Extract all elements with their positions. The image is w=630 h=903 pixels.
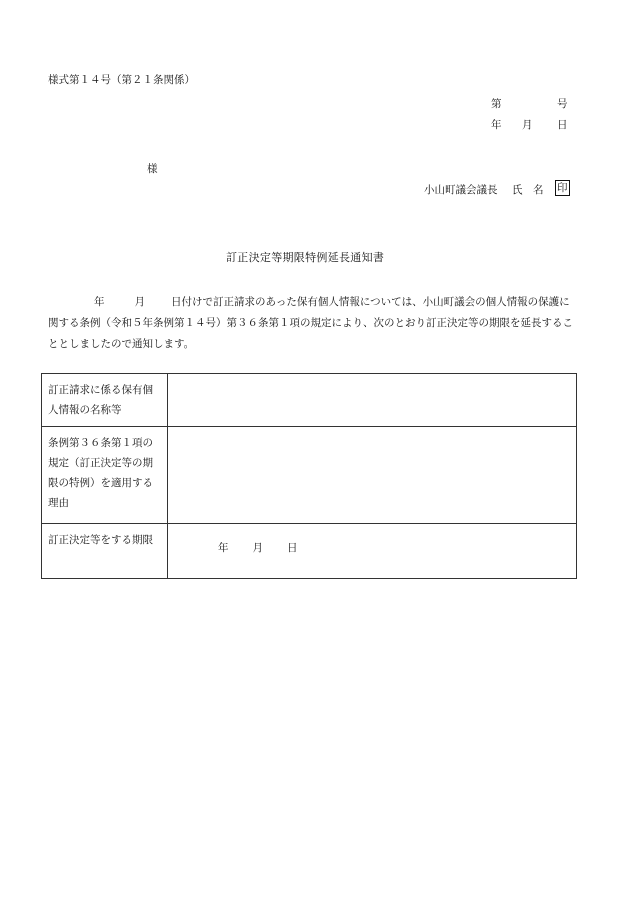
row-label-info-name: 訂正請求に係る保有個人情報の名称等 — [42, 374, 168, 427]
table-row — [42, 427, 577, 524]
body-month: 月 — [134, 296, 145, 308]
body-text: 日付けで訂正請求のあった保有個人情報については、小山町議会の個人情報の保護に関する条例（令和５年条例第１４号）第３６条第１項の規定により、次のとおり訂正決定等の期限を延長することとしましたので通知します。 — [48, 296, 573, 350]
row-value-reason — [168, 427, 577, 524]
row-label-reason: 条例第３６条第１項の規定（訂正決定等の期限の特例）を適用する理由 — [42, 427, 168, 524]
seal-box: 印 — [557, 182, 568, 194]
sender-name-label: 氏 名 — [512, 184, 544, 196]
document-title: 訂正決定等期限特例延長通知書 — [226, 251, 385, 264]
info-table — [41, 373, 577, 579]
deadline-month: 月 — [252, 542, 263, 554]
row-label-deadline: 訂正決定等をする期限 — [42, 524, 168, 579]
table-row — [42, 524, 577, 579]
deadline-day: 日 — [287, 542, 298, 554]
date-day-label: 日 — [557, 119, 568, 131]
date-year-label: 年 — [491, 119, 502, 131]
doc-number-suffix: 号 — [557, 98, 568, 110]
date-month-label: 月 — [522, 119, 533, 131]
addressee-suffix: 様 — [147, 163, 158, 175]
form-number: 様式第１４号（第２１条関係） — [48, 74, 195, 86]
row-value-info-name — [168, 374, 577, 427]
deadline-year: 年 — [218, 542, 229, 554]
body-paragraph — [48, 292, 580, 355]
body-year: 年 — [94, 296, 105, 308]
sender-title: 小山町議会議長 — [424, 184, 498, 196]
table-row — [42, 374, 577, 427]
doc-number-prefix: 第 — [491, 98, 502, 110]
row-value-deadline — [168, 524, 577, 579]
